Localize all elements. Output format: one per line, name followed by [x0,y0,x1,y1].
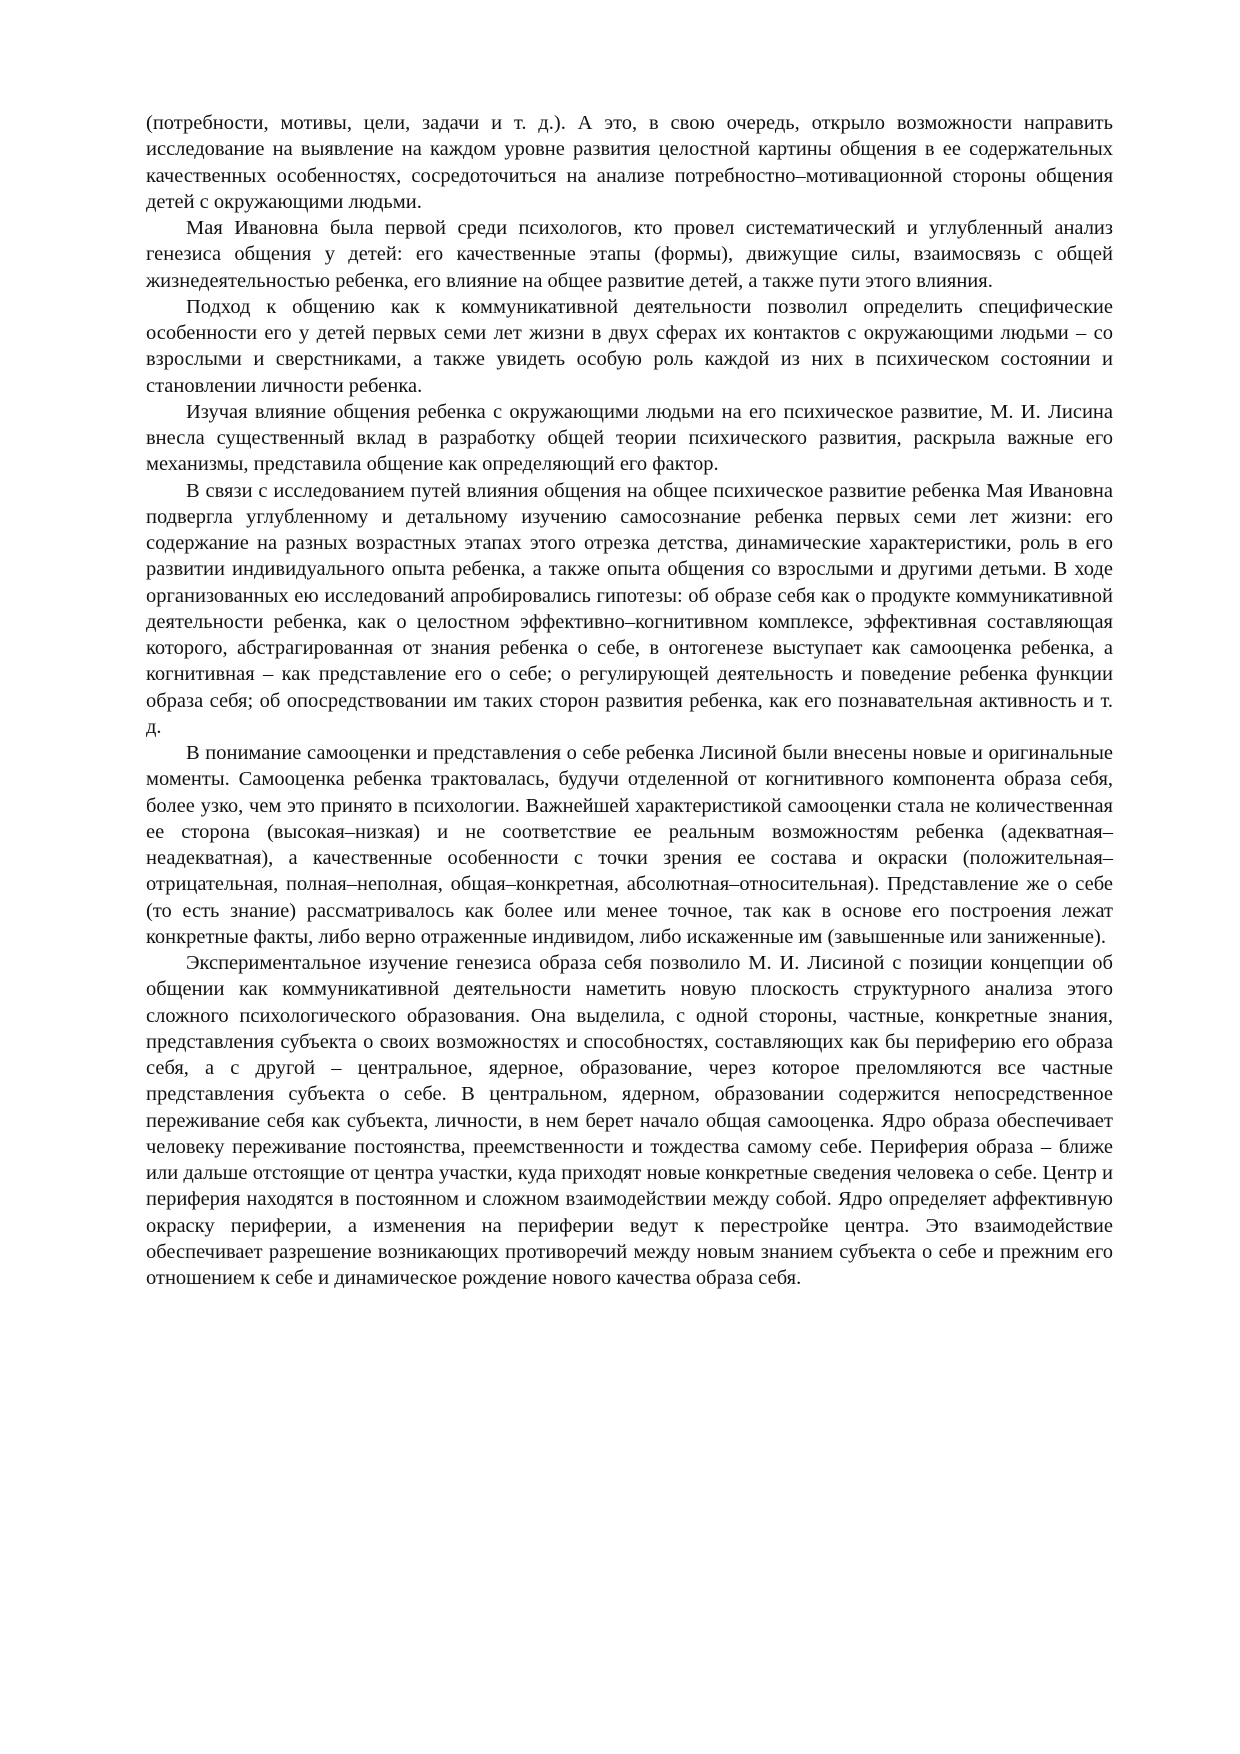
paragraph-2: Мая Ивановна была первой среди психологов, кто провел систематический и углубленный анализ генезиса общения у детей: его качественные этапы (формы), движущие силы, взаимосвязь с общей жизнедеятельностью ребенка, его влияние на общее развитие детей, а также пути этого влияния. [146,217,1113,292]
paragraph-5: В связи с исследованием путей влияния общения на общее психическое развитие ребенка Мая Ивановна подвергла углубленному и детальному изучению самосознание ребенка первых семи лет жизни: его содержание на разных возрастных этапах этого отрезка детства, динамические характеристики, роль в его развитии индивидуального опыта ребенка, а также опыта общения со взрослыми и другими детьми. В ходе организованных ею исследований апробировались гипотезы: об образе себя как о продукте коммуникативной деятельности ребенка, как о целостном эффективно–когнитивном комплексе, эффективная составляющая которого, абстрагированная от знания ребенка о себе, в онтогенезе выступает как самооценка ребенка, а когнитивная – как представление его о себе; о регулирующей деятельность и поведение ребенка функции образа себя; об опосредствовании им таких сторон развития ребенка, как его познавательная активность и т. д. [146,479,1113,738]
paragraph-6: В понимание самооценки и представления о себе ребенка Лисиной были внесены новые и оригинальные моменты. Самооценка ребенка трактовалась, будучи отделенной от когнитивного компонента образа себя, более узко, чем это принято в психологии. Важнейшей характеристикой самооценки стала не количественная ее сторона (высокая–низкая) и не соответствие ее реальным возможностям ребенка (адекватная–неадекватная), а качественные особенности с точки зрения ее состава и окраски (положительная–отрицательная, полная–неполная, общая–конкретная, абсолютная–относительная). Представление же о себе (то есть знание) рассматривалось как более или менее точное, так как в основе его построения лежат конкретные факты, либо верно отраженные индивидом, либо искаженные им (завышенные или заниженные). [146,742,1113,948]
paragraph-3: Подход к общению как к коммуникативной деятельности позволил определить специфические особенности его у детей первых семи лет жизни в двух сферах их контактов с окружающими людьми – со взрослыми и сверстниками, а также увидеть особую роль каждой из них в психическом состоянии и становлении личности ребенка. [146,295,1113,397]
paragraph-7: Экспериментальное изучение генезиса образа себя позволило М. И. Лисиной с позиции концепции об общении как коммуникативной деятельности наметить новую плоскость структурного анализа этого сложного психологического образования. Она выделила, с одной стороны, частные, конкретные знания, представления субъекта о своих возможностях и способностях, составляющих как бы периферию его образа себя, а с другой – центральное, ядерное, образование, через которое преломляются все частные представления субъекта о себе. В центральном, ядерном, образовании содержится непосредственное переживание себя как субъекта, личности, в нем берет начало общая самооценка. Ядро образа обеспечивает человеку переживание постоянства, преемственности и тождества самому себе. Периферия образа – ближе или дальше отстоящие от центра участки, куда приходят новые конкретные сведения человека о себе. Центр и периферия находятся в постоянном и сложном взаимодействии между собой. Ядро определяет аффективную окраску периферии, а изменения на периферии ведут к перестройке центра. Это взаимодействие обеспечивает разрешение возникающих противоречий между новым знанием субъекта о себе и прежним его отношением к себе и динамическое рождение нового качества образа себя. [146,952,1113,1289]
paragraph-1: (потребности, мотивы, цели, задачи и т. д.). А это, в свою очередь, открыло возможности направить исследование на выявление на каждом уровне развития целостной картины общения в ее содержательных качественных особенностях, сосредоточиться на анализе потребностно–мотивационной стороны общения детей с окружающими людьми. [146,112,1113,213]
document-page [146,110,1113,1291]
paragraph-4: Изучая влияние общения ребенка с окружающими людьми на его психическое развитие, М. И. Лисина внесла существенный вклад в разработку общей теории психического развития, раскрыла важные его механизмы, представила общение как определяющий его фактор. [146,400,1113,476]
